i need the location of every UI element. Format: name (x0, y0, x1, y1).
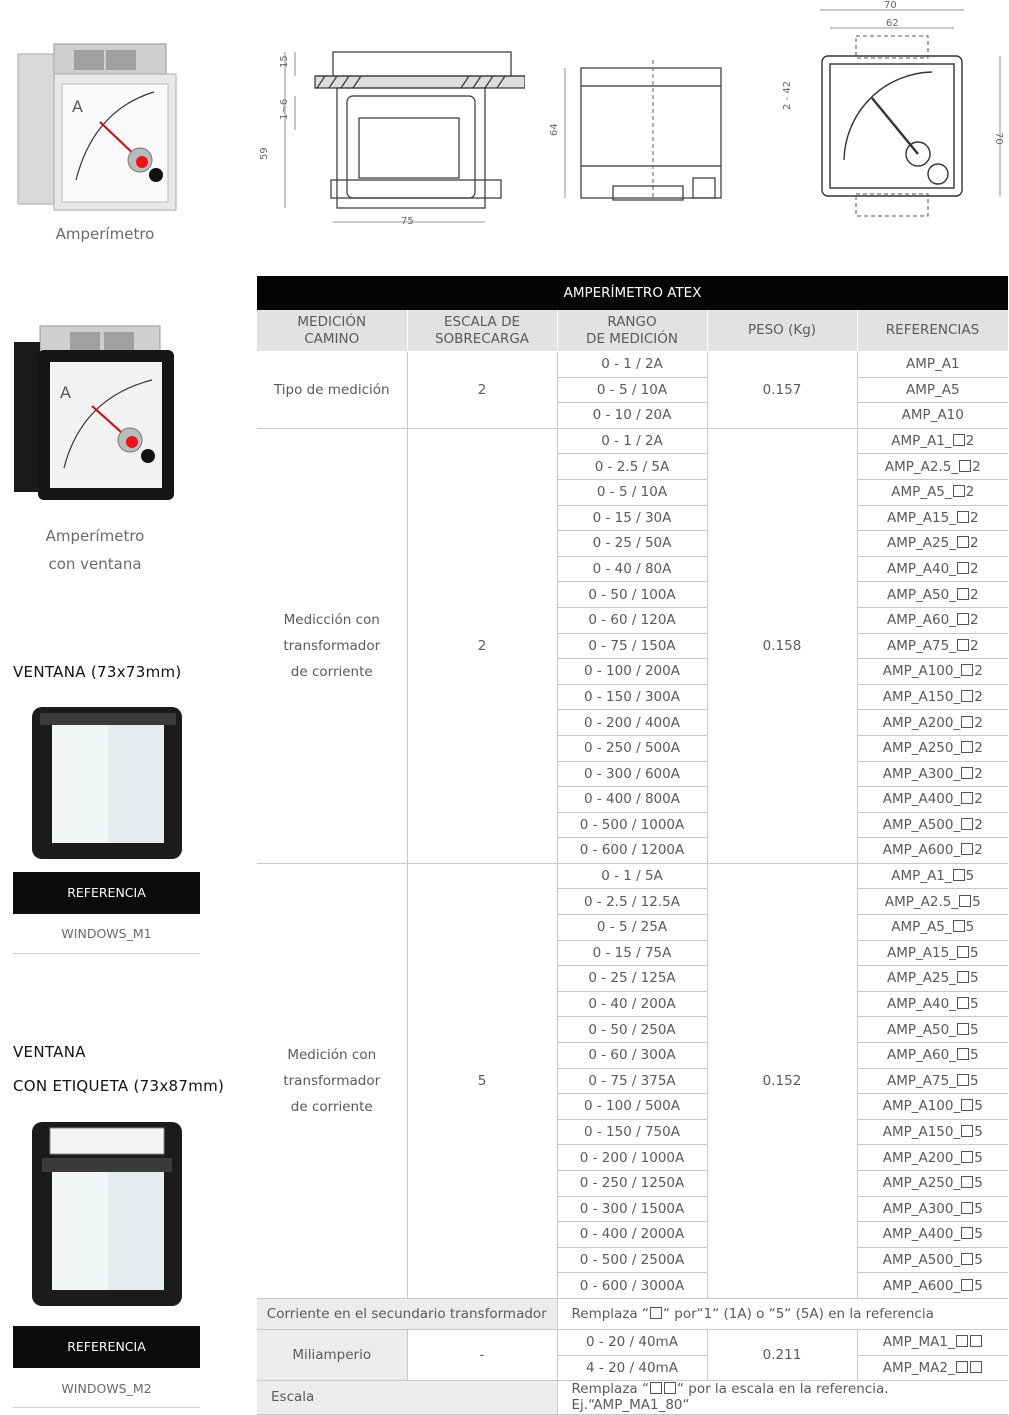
window-m2-title-line2: CON ETIQUETA (73x87mm) (13, 1077, 225, 1095)
reference-cell: AMP_MA1_ (857, 1329, 1008, 1355)
placeholder-box-icon (956, 1335, 968, 1347)
reference-cell: AMP_A15_ 2 (857, 505, 1008, 531)
range-cell: 0 - 200 / 1000A (557, 1145, 707, 1171)
milli-label: Miliamperio (257, 1329, 407, 1380)
reference-cell: AMP_A150_ 5 (857, 1119, 1008, 1145)
placeholder-box-icon (961, 1202, 973, 1214)
placeholder-box-icon (959, 895, 971, 907)
scale-row (257, 1381, 1008, 1414)
reference-cell: AMP_A100_ 2 (857, 659, 1008, 685)
range-cell: 0 - 300 / 1500A (557, 1196, 707, 1222)
placeholder-box-icon (970, 1335, 982, 1347)
front-dim-70-top: 70 (884, 0, 897, 11)
range-cell: 4 - 20 / 40mA (557, 1355, 707, 1381)
placeholder-box-icon (961, 1227, 973, 1239)
placeholder-box-icon (961, 716, 973, 728)
reference-cell: AMP_A10 (857, 403, 1008, 429)
reference-cell: AMP_A1_ 2 (857, 428, 1008, 454)
range-cell: 0 - 60 / 300A (557, 1043, 707, 1069)
group-overload: 2 (407, 428, 557, 863)
reference-cell: AMP_A40_ 2 (857, 556, 1008, 582)
placeholder-box-icon (953, 434, 965, 446)
reference-cell: AMP_A25_ 5 (857, 966, 1008, 992)
placeholder-box-icon (961, 1176, 973, 1188)
range-cell: 0 - 5 / 10A (557, 479, 707, 505)
window-m2-photo (30, 1120, 184, 1308)
window-m1-divider (13, 953, 200, 954)
side-dim-15: 15 (279, 55, 290, 68)
milli-overload: - (407, 1329, 557, 1380)
window-m2-reference-label: REFERENCIA (13, 1326, 200, 1368)
ammeter-window-photo (10, 322, 180, 507)
header-peso: PESO (Kg) (707, 310, 857, 352)
range-cell: 0 - 150 / 750A (557, 1119, 707, 1145)
range-cell: 0 - 1 / 5A (557, 863, 707, 889)
reference-cell: AMP_A2.5_ 5 (857, 889, 1008, 915)
placeholder-box-icon (957, 1074, 969, 1086)
range-cell: 0 - 150 / 300A (557, 684, 707, 710)
rear-view-drawing (545, 60, 730, 210)
placeholder-box-icon (953, 869, 965, 881)
range-cell: 0 - 1 / 2A (557, 428, 707, 454)
range-cell: 0 - 5 / 10A (557, 377, 707, 403)
placeholder-box-icon (957, 997, 969, 1009)
milli-weight: 0.211 (707, 1329, 857, 1380)
side-view-drawing (255, 40, 525, 240)
window-m2-reference-value: WINDOWS_M2 (61, 1381, 152, 1396)
range-cell: 0 - 10 / 20A (557, 403, 707, 429)
photo2-caption-line2: con ventana (48, 555, 142, 573)
placeholder-box-icon (961, 741, 973, 753)
placeholder-box-icon (650, 1307, 662, 1319)
secondary-note: Remplaza “ “ por“1“ (1A) o “5“ (5A) en la referencia (557, 1298, 1008, 1329)
group-weight: 0.158 (707, 428, 857, 863)
placeholder-box-icon (957, 1048, 969, 1060)
reference-cell: AMP_A150_ 2 (857, 684, 1008, 710)
window-m1-photo (30, 705, 184, 861)
placeholder-box-icon (957, 613, 969, 625)
reference-cell: AMP_A50_ 2 (857, 582, 1008, 608)
header-medicion: MEDICIÓN CAMINO (257, 310, 407, 352)
placeholder-box-icon (956, 1361, 968, 1373)
range-cell: 0 - 60 / 120A (557, 607, 707, 633)
range-cell: 0 - 20 / 40mA (557, 1329, 707, 1355)
svg-text:A: A (60, 383, 71, 402)
reference-cell: AMP_A1_ 5 (857, 863, 1008, 889)
front-dim-62: 62 (886, 18, 899, 29)
reference-cell: AMP_A400_ 5 (857, 1222, 1008, 1248)
placeholder-box-icon (953, 485, 965, 497)
group-overload: 2 (407, 352, 557, 429)
reference-cell: AMP_A40_ 5 (857, 991, 1008, 1017)
placeholder-box-icon (957, 1023, 969, 1035)
header-referencias: REFERENCIAS (857, 310, 1008, 352)
scale-label: Escala (257, 1381, 557, 1414)
reference-cell: AMP_A5_ 5 (857, 915, 1008, 941)
range-cell: 0 - 75 / 150A (557, 633, 707, 659)
range-cell: 0 - 2.5 / 12.5A (557, 889, 707, 915)
placeholder-box-icon (961, 1151, 973, 1163)
reference-cell: AMP_A200_ 5 (857, 1145, 1008, 1171)
reference-cell: AMP_A500_ 5 (857, 1247, 1008, 1273)
placeholder-box-icon (650, 1382, 662, 1394)
reference-cell: AMP_A75_ 5 (857, 1068, 1008, 1094)
placeholder-box-icon (664, 1382, 676, 1394)
photo1-caption: Amperímetro (55, 225, 155, 243)
svg-text:A: A (72, 97, 83, 116)
placeholder-box-icon (961, 1253, 973, 1265)
group-weight: 0.152 (707, 863, 857, 1298)
group-weight: 0.157 (707, 352, 857, 429)
table-row (257, 1329, 1008, 1355)
reference-cell: AMP_A600_ 5 (857, 1273, 1008, 1299)
placeholder-box-icon (959, 460, 971, 472)
placeholder-box-icon (957, 588, 969, 600)
atex-ammeter-table (257, 276, 1009, 1415)
header-rango: RANGO DE MEDICIÓN (557, 310, 707, 352)
placeholder-box-icon (957, 536, 969, 548)
range-cell: 0 - 50 / 100A (557, 582, 707, 608)
group-label: Medición con transformador de corriente (257, 863, 407, 1298)
side-dim-1-6: 1~6 (279, 98, 290, 120)
window-m2-title-line1: VENTANA (13, 1043, 86, 1061)
placeholder-box-icon (961, 1279, 973, 1291)
placeholder-box-icon (953, 920, 965, 932)
table-title: AMPERÍMETRO ATEX (257, 276, 1008, 310)
range-cell: 0 - 2.5 / 5A (557, 454, 707, 480)
range-cell: 0 - 600 / 3000A (557, 1273, 707, 1299)
range-cell: 0 - 50 / 250A (557, 1017, 707, 1043)
group-overload: 5 (407, 863, 557, 1298)
range-cell: 0 - 200 / 400A (557, 710, 707, 736)
ammeter-photo (14, 40, 182, 215)
front-dim-70-right: 70 (993, 132, 1004, 145)
window-m1-title: VENTANA (73x73mm) (13, 663, 182, 681)
placeholder-box-icon (961, 690, 973, 702)
reference-cell: AMP_A25_ 2 (857, 531, 1008, 557)
secondary-row (257, 1298, 1008, 1329)
range-cell: 0 - 500 / 1000A (557, 812, 707, 838)
placeholder-box-icon (961, 767, 973, 779)
placeholder-box-icon (957, 562, 969, 574)
header-escala: ESCALA DE SOBRECARGA (407, 310, 557, 352)
table-row (257, 863, 1008, 889)
range-cell: 0 - 75 / 375A (557, 1068, 707, 1094)
reference-cell: AMP_A75_ 2 (857, 633, 1008, 659)
range-cell: 0 - 15 / 30A (557, 505, 707, 531)
range-cell: 0 - 15 / 75A (557, 940, 707, 966)
reference-cell: AMP_A5_ 2 (857, 479, 1008, 505)
rear-dim-64: 64 (549, 123, 560, 136)
front-view-drawing (760, 0, 1009, 225)
placeholder-box-icon (957, 946, 969, 958)
range-cell: 0 - 100 / 200A (557, 659, 707, 685)
group-label: Medicción con transformador de corriente (257, 428, 407, 863)
range-cell: 0 - 400 / 2000A (557, 1222, 707, 1248)
reference-cell: AMP_A50_ 5 (857, 1017, 1008, 1043)
photo2-caption-line1: Amperímetro (45, 527, 145, 545)
side-dim-59: 59 (259, 147, 270, 160)
reference-cell: AMP_A60_ 5 (857, 1043, 1008, 1069)
reference-cell: AMP_A250_ 2 (857, 735, 1008, 761)
reference-cell: AMP_A600_ 2 (857, 838, 1008, 864)
window-m1-reference-value: WINDOWS_M1 (61, 926, 152, 941)
reference-cell: AMP_A2.5_ 2 (857, 454, 1008, 480)
placeholder-box-icon (957, 971, 969, 983)
reference-cell: AMP_A100_ 5 (857, 1094, 1008, 1120)
range-cell: 0 - 250 / 1250A (557, 1171, 707, 1197)
reference-cell: AMP_A200_ 2 (857, 710, 1008, 736)
window-m1-reference-label: REFERENCIA (13, 872, 200, 914)
table-row (257, 352, 1008, 378)
range-cell: 0 - 5 / 25A (557, 915, 707, 941)
reference-cell: AMP_A400_ 2 (857, 787, 1008, 813)
placeholder-box-icon (961, 1125, 973, 1137)
range-cell: 0 - 400 / 800A (557, 787, 707, 813)
range-cell: 0 - 300 / 600A (557, 761, 707, 787)
reference-cell: AMP_A5 (857, 377, 1008, 403)
range-cell: 0 - 40 / 80A (557, 556, 707, 582)
range-cell: 0 - 40 / 200A (557, 991, 707, 1017)
secondary-label: Corriente en el secundario transformador (257, 1298, 557, 1329)
reference-cell: AMP_A60_ 2 (857, 607, 1008, 633)
placeholder-box-icon (961, 818, 973, 830)
range-cell: 0 - 250 / 500A (557, 735, 707, 761)
reference-cell: AMP_A500_ 2 (857, 812, 1008, 838)
scale-note: Remplaza “ “ por la escala en la referencia. Ej.“AMP_MA1_80“ (557, 1381, 1008, 1414)
reference-cell: AMP_MA2_ (857, 1355, 1008, 1381)
placeholder-box-icon (961, 664, 973, 676)
range-cell: 0 - 100 / 500A (557, 1094, 707, 1120)
placeholder-box-icon (961, 843, 973, 855)
side-dim-75: 75 (401, 216, 414, 227)
reference-cell: AMP_A250_ 5 (857, 1171, 1008, 1197)
range-cell: 0 - 600 / 1200A (557, 838, 707, 864)
placeholder-box-icon (970, 1361, 982, 1373)
range-cell: 0 - 25 / 125A (557, 966, 707, 992)
reference-cell: AMP_A300_ 2 (857, 761, 1008, 787)
placeholder-box-icon (961, 792, 973, 804)
placeholder-box-icon (957, 639, 969, 651)
reference-cell: AMP_A1 (857, 352, 1008, 378)
window-m2-divider (13, 1407, 200, 1408)
range-cell: 0 - 25 / 50A (557, 531, 707, 557)
placeholder-box-icon (957, 511, 969, 523)
front-dim-2-42: 2 - 42 (782, 80, 793, 110)
placeholder-box-icon (961, 1099, 973, 1111)
range-cell: 0 - 1 / 2A (557, 352, 707, 378)
reference-cell: AMP_A15_ 5 (857, 940, 1008, 966)
range-cell: 0 - 500 / 2500A (557, 1247, 707, 1273)
reference-cell: AMP_A300_ 5 (857, 1196, 1008, 1222)
group-label: Tipo de medición (257, 352, 407, 429)
table-row (257, 428, 1008, 454)
